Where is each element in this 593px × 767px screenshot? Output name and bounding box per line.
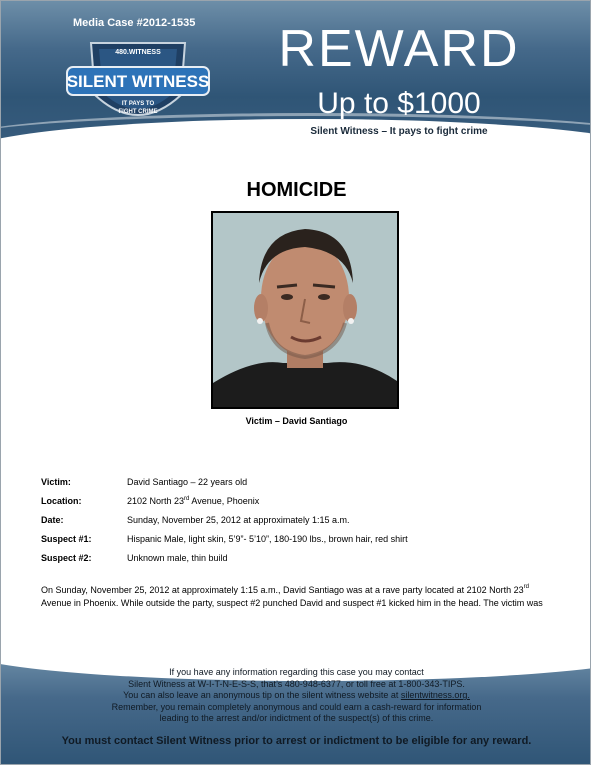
- crime-title: HOMICIDE: [246, 179, 347, 201]
- footer-line: You can also leave an anonymous tip on the silent witness website at silentwitness.org.: [123, 690, 470, 701]
- victim-portrait-image: [213, 213, 397, 407]
- detail-label: Victim:: [41, 477, 71, 487]
- header-tagline: Silent Witness – It pays to fight crime: [310, 126, 488, 137]
- reward-amount: Up to $1000: [317, 87, 481, 120]
- silent-witness-logo: [63, 37, 213, 137]
- footer-contact-info: [1, 667, 591, 725]
- footer-line: leading to the arrest and/or indictment of the suspect(s) of this crime.: [159, 713, 434, 724]
- detail-value: Hispanic Male, light skin, 5’9”- 5’10”, 180-190 lbs., brown hair, red shirt: [127, 534, 408, 544]
- footer-line: If you have any information regarding this case you may contact: [169, 667, 424, 677]
- photo-caption: Victim – David Santiago: [245, 416, 348, 426]
- detail-value: Unknown male, thin build: [127, 553, 228, 563]
- reward-eligibility-notice: You must contact Silent Witness prior to arrest or indictment to be eligible for any reward.: [61, 735, 532, 747]
- svg-text:480.WITNESS: 480.WITNESS: [115, 49, 161, 56]
- svg-text:FIGHT CRIME: FIGHT CRIME: [118, 109, 158, 115]
- footer-line: Silent Witness at W-I-T-N-E-S-S, that’s 480-948-6377, or toll free at 1-800-343-TIPS.: [128, 678, 465, 689]
- detail-value: David Santiago – 22 years old: [127, 477, 248, 487]
- detail-value: Sunday, November 25, 2012 at approximately 1:15 a.m.: [127, 515, 350, 525]
- website-link[interactable]: silentwitness.org.: [400, 690, 470, 701]
- svg-text:SILENT WITNESS: SILENT WITNESS: [66, 72, 210, 91]
- victim-photo: [211, 211, 399, 409]
- detail-label: Suspect #1:: [41, 534, 92, 544]
- detail-label: Date:: [41, 515, 64, 525]
- detail-label: Location:: [41, 496, 82, 506]
- case-narrative: On Sunday, November 25, 2012 at approximately 1:15 a.m., David Santiago was at a rave party located at 2102 North 23rd Avenue in Phoenix. While outside the party, suspect #2 punched David and suspect #1 kicked him in the head. The victim was: [41, 584, 543, 608]
- detail-label: Suspect #2:: [41, 553, 92, 563]
- reward-heading: REWARD: [278, 20, 520, 78]
- footer-line: Remember, you remain completely anonymous and could earn a cash-reward for information: [111, 701, 482, 712]
- svg-text:IT PAYS TO: IT PAYS TO: [121, 101, 155, 107]
- detail-value: 2102 North 23rd Avenue, Phoenix: [127, 496, 260, 506]
- media-case-number: Media Case #2012-1535: [73, 17, 196, 29]
